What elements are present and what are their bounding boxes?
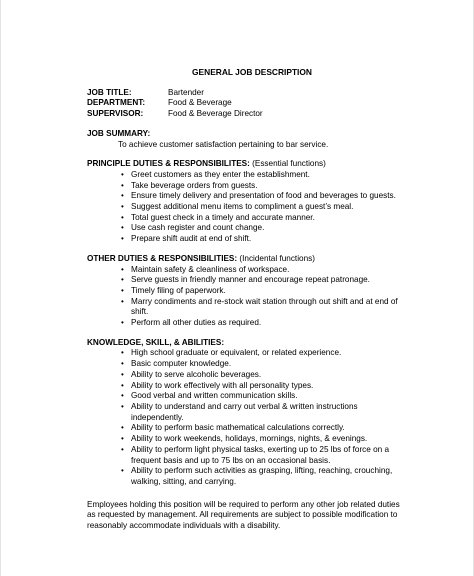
list-item	[87, 370, 407, 381]
document-body	[87, 67, 407, 532]
closing-paragraph: Employees holding this position will be required to perform any other job related duties as requested by management. All requirements are subject to possible modification to reasonably accommodate individuals with a disability.	[87, 499, 400, 531]
list-item-text: Marry condiments and re-stock wait station through out shift and at end of shift.	[131, 296, 398, 317]
list-item-text: Perform all other duties as required.	[131, 318, 262, 328]
bullet-icon: •	[121, 285, 124, 295]
list-item-text: Use cash register and count change.	[131, 223, 265, 233]
field-label: DEPARTMENT:	[87, 98, 146, 108]
knowledge-heading: KNOWLEDGE, SKILL, & ABILITIES:	[87, 337, 225, 347]
field-value: Food & Beverage	[168, 98, 232, 108]
list-item-text: Basic computer knowledge.	[131, 359, 232, 369]
list-item	[87, 423, 407, 434]
list-item	[87, 381, 407, 392]
list-item	[87, 297, 407, 318]
list-item-text: Ability to perform light physical tasks, exerting up to 25 lbs of force on a frequent basis and up to 75 lbs on an occasional basis.	[131, 444, 390, 465]
other-heading-note: (Incidental functions)	[239, 253, 315, 263]
field-value: Bartender	[168, 87, 204, 97]
list-item	[87, 275, 407, 286]
list-item-text: Timely filing of paperwork.	[131, 285, 226, 295]
list-item-text: Greet customers as they enter the establishment.	[131, 169, 310, 179]
bullet-icon: •	[121, 391, 124, 401]
bullet-icon: •	[121, 169, 124, 179]
list-item	[87, 318, 407, 329]
list-item-text: Ability to work weekends, holidays, mornings, nights, & evenings.	[131, 434, 368, 444]
bullet-icon: •	[121, 180, 124, 190]
list-item-text: Maintain safety & cleanliness of workspace.	[131, 264, 290, 274]
principle-heading-text: PRINCIPLE DUTIES & RESPONSIBILITES:	[87, 159, 250, 169]
list-item-text: Ability to perform basic mathematical calculations correctly.	[131, 423, 345, 433]
bullet-icon: •	[121, 212, 124, 222]
list-item-text: Ability to serve alcoholic beverages.	[131, 369, 262, 379]
bullet-icon: •	[121, 359, 124, 369]
list-item	[87, 181, 407, 192]
list-item-text: High school graduate or equivalent, or related experience.	[131, 348, 342, 358]
bullet-icon: •	[121, 275, 124, 285]
field-department	[87, 98, 407, 109]
knowledge-list	[87, 348, 407, 487]
list-item-text: Prepare shift audit at end of shift.	[131, 234, 252, 244]
list-item	[87, 265, 407, 276]
list-item-text: Suggest additional menu items to compliment a guest’s meal.	[131, 202, 354, 212]
other-heading-text: OTHER DUTIES & RESPONSIBILITIES:	[87, 253, 238, 263]
bullet-icon: •	[121, 318, 124, 328]
bullet-icon: •	[121, 466, 124, 476]
principle-heading	[87, 159, 407, 170]
list-item	[87, 348, 407, 359]
principle-list	[87, 170, 407, 245]
field-label: JOB TITLE:	[87, 87, 132, 97]
document-title: GENERAL JOB DESCRIPTION	[192, 67, 312, 77]
list-item	[87, 213, 407, 224]
list-item-text: Ability to work effectively with all personality types.	[131, 380, 314, 390]
other-heading	[87, 254, 407, 265]
principle-heading-note: (Essential functions)	[252, 159, 326, 169]
field-value: Food & Beverage Director	[168, 109, 263, 119]
list-item-text: Take beverage orders from guests.	[131, 180, 258, 190]
bullet-icon: •	[121, 423, 124, 433]
other-list	[87, 265, 407, 329]
list-item	[87, 170, 407, 181]
bullet-icon: •	[121, 202, 124, 212]
list-item-text: Serve guests in friendly manner and encourage repeat patronage.	[131, 275, 370, 285]
summary-heading: JOB SUMMARY:	[87, 128, 151, 138]
list-item	[87, 466, 407, 487]
list-item	[87, 434, 407, 445]
summary-text: To achieve customer satisfaction pertaining to bar service.	[118, 139, 329, 149]
bullet-icon: •	[121, 401, 124, 411]
list-item-text: Ensure timely delivery and presentation of food and beverages to guests.	[131, 191, 396, 201]
list-item	[87, 402, 407, 423]
bullet-icon: •	[121, 234, 124, 244]
list-item-text: Total guest check in a timely and accurate manner.	[131, 212, 315, 222]
list-item	[87, 445, 407, 466]
field-label: SUPERVISOR:	[87, 109, 144, 119]
bullet-icon: •	[121, 264, 124, 274]
list-item	[87, 234, 407, 245]
list-item	[87, 202, 407, 213]
list-item	[87, 359, 407, 370]
field-job-title	[87, 88, 407, 99]
bullet-icon: •	[121, 296, 124, 306]
bullet-icon: •	[121, 369, 124, 379]
list-item	[87, 391, 407, 402]
list-item-text: Ability to understand and carry out verbal & written instructions independently.	[131, 401, 358, 422]
field-supervisor	[87, 109, 407, 120]
bullet-icon: •	[121, 444, 124, 454]
list-item-text: Ability to perform such activities as grasping, lifting, reaching, crouching, walking, sitting, and carrying.	[131, 466, 393, 486]
bullet-icon: •	[121, 223, 124, 233]
list-item-text: Good verbal and written communication skills.	[131, 391, 298, 401]
bullet-icon: •	[121, 434, 124, 444]
bullet-icon: •	[121, 348, 124, 358]
list-item	[87, 223, 407, 234]
bullet-icon: •	[121, 380, 124, 390]
list-item	[87, 191, 407, 202]
bullet-icon: •	[121, 191, 124, 201]
list-item	[87, 286, 407, 297]
